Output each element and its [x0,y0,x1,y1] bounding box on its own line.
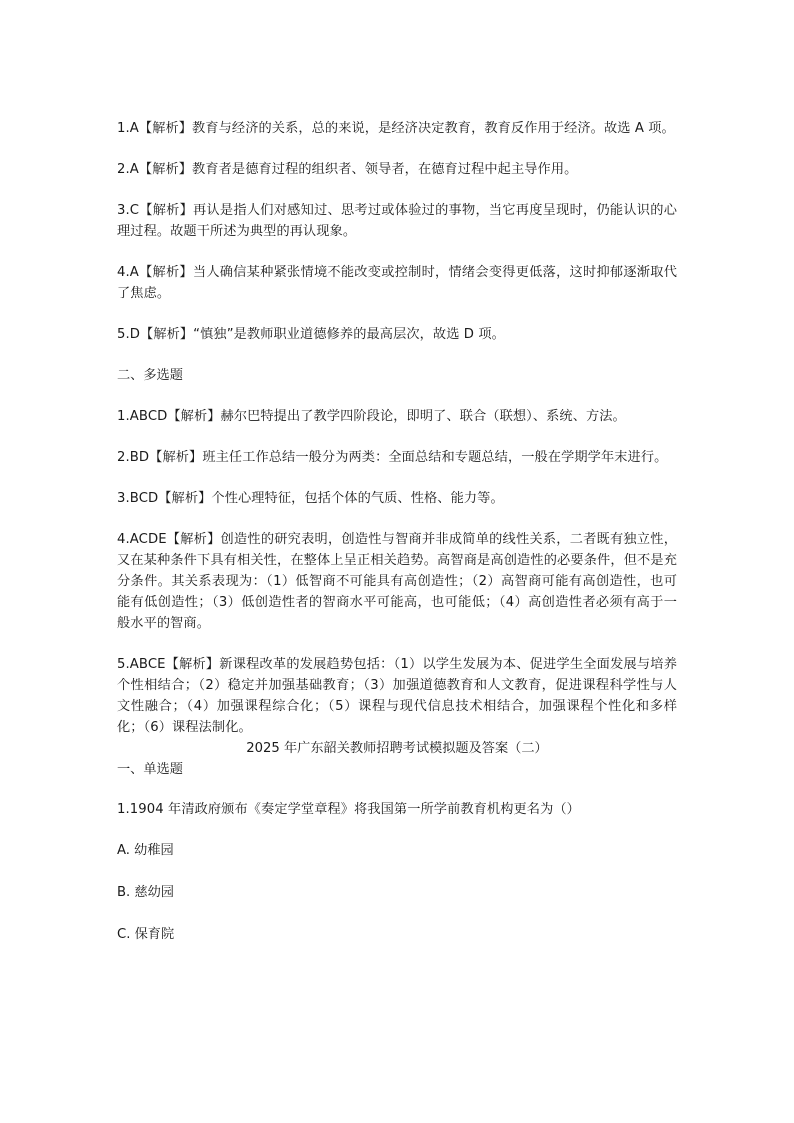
answer-explanation: 1.A【解析】教育与经济的关系，总的来说，是经济决定教育，教育反作用于经济。故选 A 项。 [117,121,675,136]
section-heading-single-choice: 一、单选题 [117,762,183,777]
section-heading-multiple-choice: 二、多选题 [117,368,183,383]
answer-explanation: 4.ACDE【解析】创造性的研究表明，创造性与智商并非成简单的线性关系，二者既有独立性，又在某种条件下具有相关性，在整体上呈正相关趋势。高智商是高创造性的必要条件，但不是充分条件。其关系表现为：（1）低智商不可能具有高创造性；（2）高智商可能有高创造性，也可能有低创造性；（3）低创造性者的智商水平可能高，也可能低；（4）高创造性者必须有高于一般水平的智商。 [117,532,677,631]
answer-explanation: 1.ABCD【解析】赫尔巴特提出了教学四阶段论，即明了、联合（联想）、系统、方法。 [117,409,626,424]
question-stem: 1.1904 年清政府颁布《奏定学堂章程》将我国第一所学前教育机构更名为（） [117,802,580,817]
question-option: C. 保育院 [117,927,175,942]
answer-explanation: 4.A【解析】当人确信某种紧张情境不能改变或控制时，情绪会变得更低落，这时抑郁逐渐取代了焦虑。 [117,265,677,301]
answer-explanation: 5.D【解析】“慎独”是教师职业道德修养的最高层次，故选 D 项。 [117,327,505,342]
document-page [117,118,677,966]
question-option: A. 幼稚园 [117,843,174,858]
question-option: B. 慈幼园 [117,885,174,900]
answer-explanation: 5.ABCE【解析】新课程改革的发展趋势包括：（1）以学生发展为本、促进学生全面发展与培养个性相结合；（2）稳定并加强基础教育；（3）加强道德教育和人文教育，促进课程科学性与人文性融合；（4）加强课程综合化；（5）课程与现代信息技术相结合，加强课程个性化和多样化；（6）课程法制化。 [117,657,677,735]
answer-explanation: 3.BCD【解析】个性心理特征，包括个体的气质、性格、能力等。 [117,491,504,506]
exam-title: 2025 年广东韶关教师招聘考试模拟题及答案（二） [246,741,548,756]
answer-explanation: 2.BD【解析】班主任工作总结一般分为两类：全面总结和专题总结，一般在学期学年末进行。 [117,450,668,465]
answer-explanation: 2.A【解析】教育者是德育过程的组织者、领导者，在德育过程中起主导作用。 [117,162,578,177]
answer-explanation: 3.C【解析】再认是指人们对感知过、思考过或体验过的事物，当它再度呈现时，仍能认识的心理过程。故题干所述为典型的再认现象。 [117,203,677,239]
